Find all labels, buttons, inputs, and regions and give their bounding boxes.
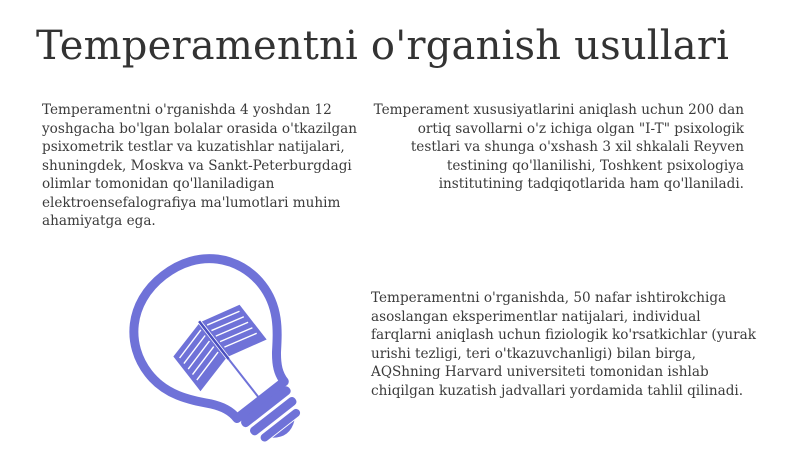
paragraph-right-bottom: Temperamentni o'rganishda, 50 nafar ishtirokchiga asoslangan eksperimentlar natijalari, individual farqlarni aniqlash uchun fiziologik ko'rsatkichlar (yurak urishi tezligi, teri o'tkazuvchanligi) bilan birga, AQShning Harvard universiteti tomonidan ishlab chiqilgan kuzatish jadvallari yordamida tahlil qilinadi.: [371, 290, 756, 399]
paragraph-left-top: Temperamentni o'rganishda 4 yoshdan 12 yoshgacha bo'lgan bolalar orasida o'tkazilgan psixometrik testlar va kuzatishlar natijalari, shuningdek, Moskva va Sankt-Peterburgdagi olimlar tomonidan qo'llaniladigan elektroensefalografiya ma'lumotlari muhim ahamiyatga ega.: [42, 102, 358, 229]
slide-title: Temperamentni o'rganish usullari: [36, 23, 730, 69]
paragraph-right-top: Temperament xususiyatlarini aniqlash uchun 200 dan ortiq savollarni o'z ichiga olgan "I-T" psixologik testlari va shunga o'xshash 3 xil shkalali Reyven testining qo'llanilishi, Toshkent psixologiya institutining tadqiqotlarida ham qo'llaniladi.: [373, 102, 744, 192]
lightbulb-book-icon: [120, 248, 320, 448]
